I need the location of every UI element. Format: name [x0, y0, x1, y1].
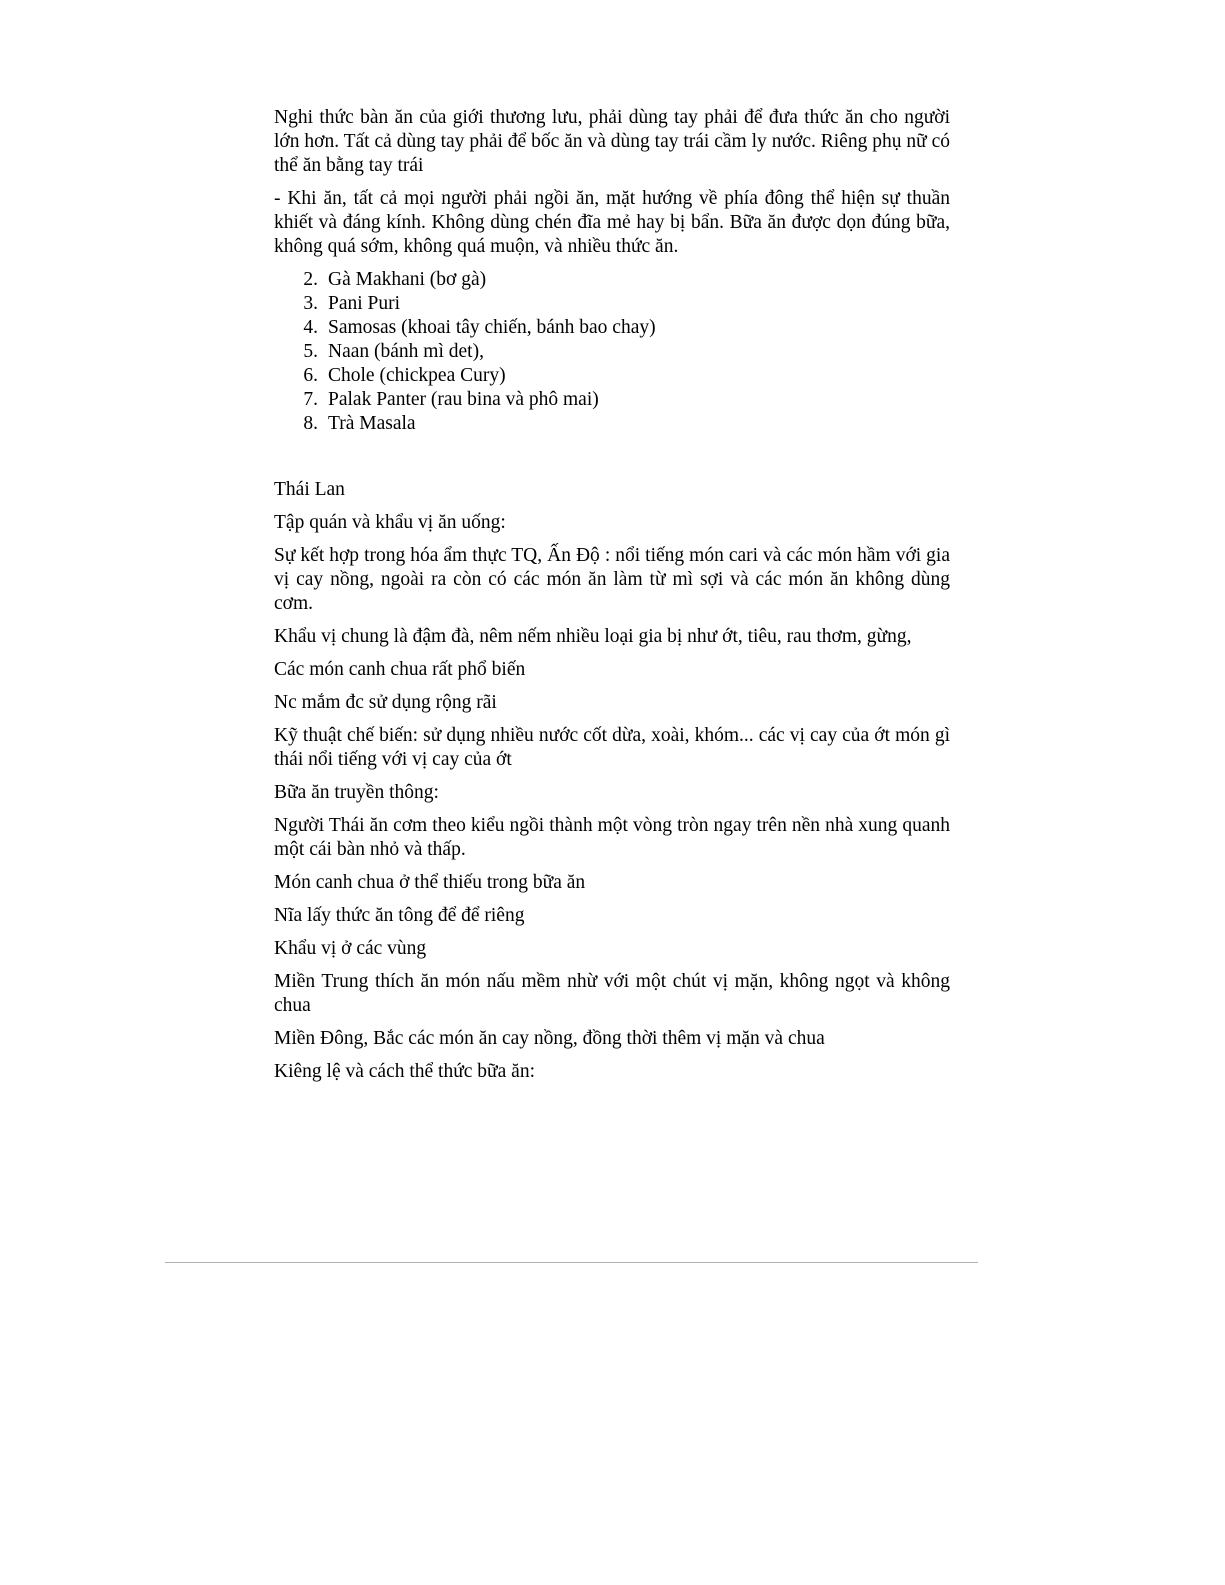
list-item: 5. Naan (bánh mì det), — [303, 341, 484, 362]
paragraph: Sự kết hợp trong hóa ẩm thực TQ, Ấn Độ : nổi tiếng món cari và các món hầm với gia vị cay nồng, ngoài ra còn có các món ăn làm từ mì sợi và các món ăn không dùng cơm. — [274, 545, 950, 614]
paragraph: Khẩu vị ở các vùng — [274, 938, 427, 959]
paragraph: Miền Trung thích ăn món nấu mềm nhừ với một chút vị mặn, không ngọt và không chua — [274, 971, 950, 1016]
paragraph: Miền Đông, Bắc các món ăn cay nồng, đồng thời thêm vị mặn và chua — [274, 1028, 825, 1049]
list-item: 2. Gà Makhani (bơ gà) — [303, 269, 487, 290]
list-item: 7. Palak Panter (rau bina và phô mai) — [303, 389, 599, 410]
paragraph: Bữa ăn truyền thông: — [274, 782, 439, 803]
paragraph: Nĩa lấy thức ăn tông để để riêng — [274, 905, 525, 926]
list-item: 3. Pani Puri — [303, 293, 401, 314]
section-title-thailand: Thái Lan — [274, 479, 345, 500]
paragraph: Nc mắm đc sử dụng rộng rãi — [274, 692, 497, 713]
dish-list — [274, 268, 950, 436]
paragraph: Người Thái ăn cơm theo kiểu ngồi thành một vòng tròn ngay trên nền nhà xung quanh một cái bàn nhỏ và thấp. — [274, 815, 950, 860]
paragraph-eating-rules: - Khi ăn, tất cả mọi người phải ngồi ăn, mặt hướng về phía đông thể hiện sự thuần khiết và đáng kính. Không dùng chén đĩa mẻ hay bị bẩn. Bữa ăn được dọn đúng bữa, không quá sớm, không quá muộn, và nhiều thức ăn. — [274, 188, 950, 257]
list-item: 8. Trà Masala — [303, 413, 416, 434]
paragraph: Khẩu vị chung là đậm đà, nêm nếm nhiều loại gia bị như ớt, tiêu, rau thơm, gừng, — [274, 626, 912, 647]
paragraph: Tập quán và khẩu vị ăn uống: — [274, 512, 506, 533]
paragraph-etiquette: Nghi thức bàn ăn của giới thương lưu, phải dùng tay phải để đưa thức ăn cho người lớn hơn. Tất cả dùng tay phải để bốc ăn và dùng tay trái cầm ly nước. Riêng phụ nữ có thể ăn bằng tay trái — [274, 107, 950, 176]
list-item: 6. Chole (chickpea Cury) — [303, 365, 506, 386]
list-item: 4. Samosas (khoai tây chiến, bánh bao chay) — [303, 317, 656, 338]
paragraph: Các món canh chua rất phổ biến — [274, 659, 526, 680]
paragraph: Kỹ thuật chế biến: sử dụng nhiều nước cốt dừa, xoài, khóm... các vị cay của ớt món gì thái nổi tiếng với vị cay của ớt — [274, 725, 950, 770]
document-body — [274, 106, 950, 1093]
page-divider — [165, 1262, 978, 1263]
paragraph: Món canh chua ở thể thiếu trong bữa ăn — [274, 872, 586, 893]
paragraph: Kiêng lệ và cách thể thức bữa ăn: — [274, 1061, 535, 1082]
